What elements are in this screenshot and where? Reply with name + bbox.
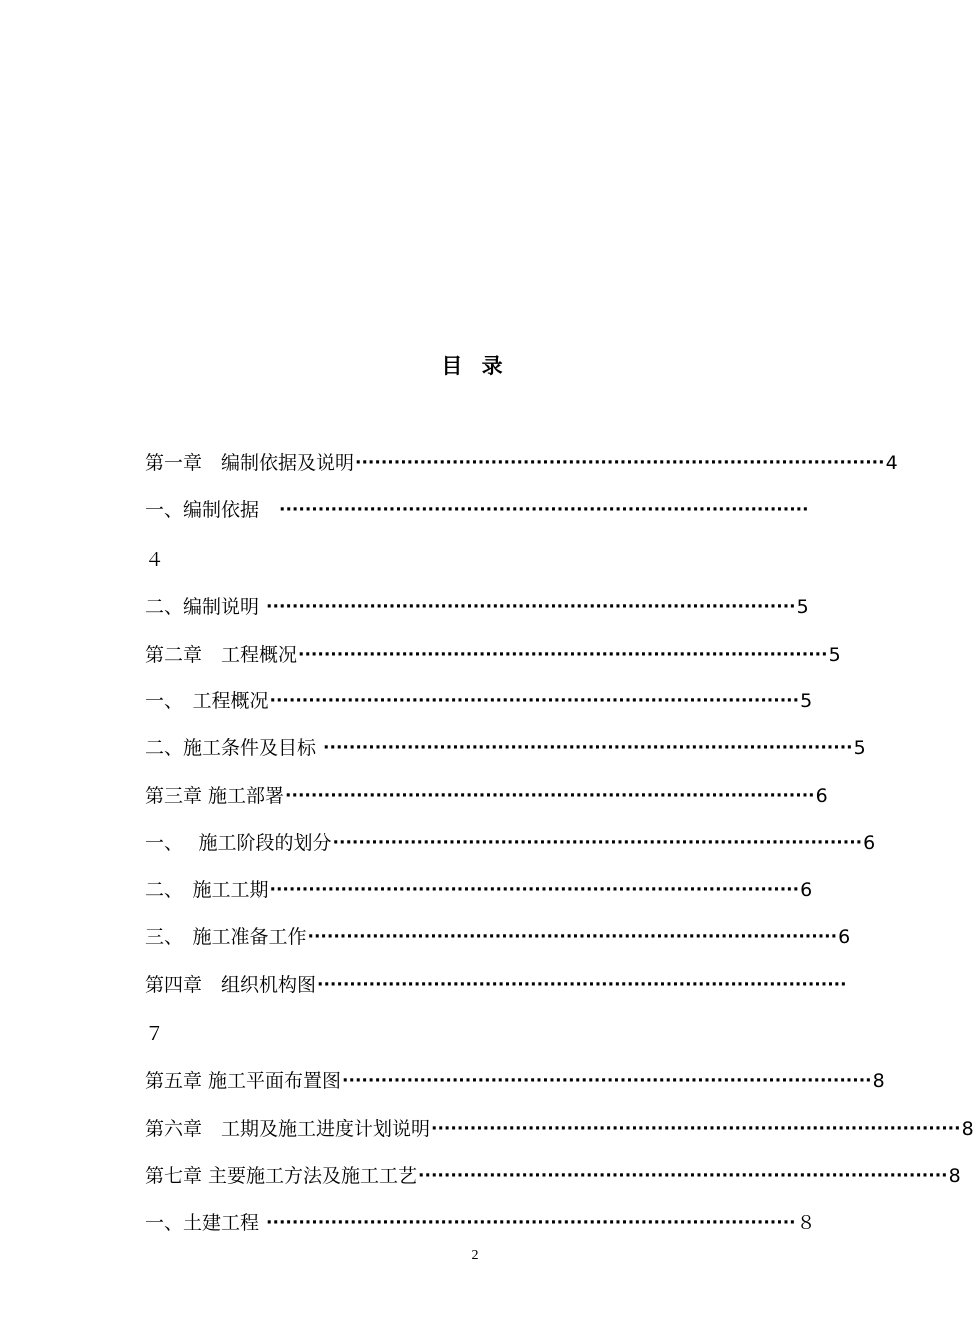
dot-leader: ·················································································· [285, 786, 815, 806]
dot-leader: ·················································································· [266, 597, 796, 617]
toc-entry-label: 一、 工程概况 [145, 690, 269, 712]
dot-leader: ·················································································· [269, 691, 800, 711]
toc-entry[interactable] [145, 495, 809, 525]
toc-entry[interactable] [145, 448, 898, 478]
toc-entry[interactable] [145, 1161, 961, 1191]
dot-leader: ·················································································· [342, 1071, 872, 1091]
toc-entry[interactable] [145, 1066, 885, 1096]
toc-entry-label: 第七章 主要施工方法及施工工艺 [145, 1165, 418, 1187]
toc-entry[interactable] [145, 1114, 974, 1144]
toc-entry-page: 8 [948, 1165, 961, 1187]
dot-leader: ·················································································· [317, 975, 847, 995]
toc-entry-label: 第二章 工程概况 [145, 644, 298, 666]
dot-leader: ·················································································· [279, 500, 809, 520]
toc-entry[interactable] [145, 875, 813, 905]
toc-entry-page: 6 [838, 926, 851, 948]
toc-title: 目 录 [441, 354, 509, 378]
dot-leader: ·················································································· [269, 880, 800, 900]
toc-entry[interactable] [145, 686, 813, 716]
toc-entry-label: 一、 施工阶段的划分 [145, 832, 332, 854]
toc-entry-label: 一、土建工程 [145, 1212, 266, 1234]
dot-leader: ·················································································· [355, 453, 885, 473]
toc-entry-label: 二、编制说明 [145, 596, 266, 618]
toc-entry[interactable] [145, 640, 841, 670]
toc-entry[interactable] [145, 733, 866, 763]
page-number: 2 [471, 1248, 479, 1263]
dot-leader: ·················································································· [323, 738, 853, 758]
toc-entry-page: 6 [800, 879, 813, 901]
toc-entry-label: 第一章 编制依据及说明 [145, 452, 355, 474]
toc-entry-page: 8 [961, 1118, 974, 1140]
toc-entry-page: 5 [853, 737, 866, 759]
toc-entry[interactable] [145, 922, 851, 952]
toc-entry-label: 一、编制依据 [145, 499, 279, 521]
toc-entry-page-wrapped: ４ [145, 549, 165, 571]
toc-entry[interactable] [145, 1208, 816, 1238]
toc-entry[interactable] [145, 828, 876, 858]
dot-leader: ·················································································· [307, 927, 838, 947]
toc-entry-label: 第三章 施工部署 [145, 785, 285, 807]
dot-leader: ·················································································· [431, 1119, 961, 1139]
toc-entry-page: 5 [796, 596, 809, 618]
toc-entry-page: 6 [863, 832, 876, 854]
dot-leader: ·················································································· [266, 1213, 796, 1233]
toc-entry-page: 8 [872, 1070, 885, 1092]
dot-leader: ·················································································· [298, 645, 828, 665]
toc-entry-label: 二、 施工工期 [145, 879, 269, 901]
toc-entry[interactable] [145, 781, 828, 811]
dot-leader: ·················································································· [332, 833, 863, 853]
toc-entry-label: 第六章 工期及施工进度计划说明 [145, 1118, 431, 1140]
toc-entry-label: 三、 施工准备工作 [145, 926, 307, 948]
toc-entry-page: 6 [815, 785, 828, 807]
toc-entry[interactable] [145, 970, 847, 1000]
toc-entry-label: 第四章 组织机构图 [145, 974, 317, 996]
toc-entry-page: ８ [796, 1212, 816, 1234]
toc-entry-label: 二、施工条件及目标 [145, 737, 323, 759]
toc-entry-page: 5 [800, 690, 813, 712]
toc-entry-label: 第五章 施工平面布置图 [145, 1070, 342, 1092]
toc-entry-page: 5 [828, 644, 841, 666]
dot-leader: ·················································································· [418, 1166, 948, 1186]
toc-entry-page: 4 [885, 452, 898, 474]
toc-entry-page-wrapped: ７ [145, 1023, 165, 1045]
toc-entry[interactable] [145, 592, 809, 622]
